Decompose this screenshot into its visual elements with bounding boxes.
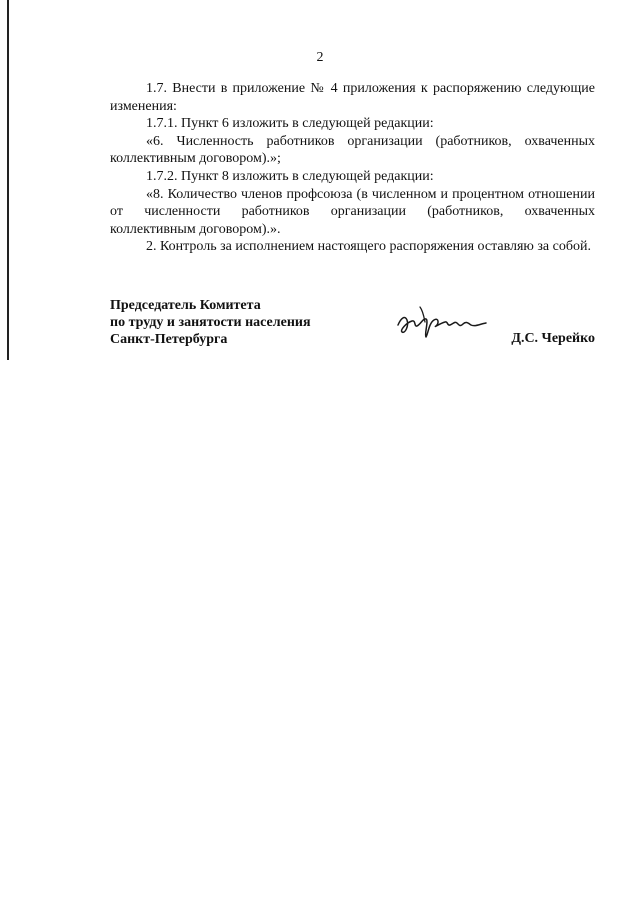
position-line-1: Председатель Комитета (110, 298, 261, 313)
document-body (110, 80, 595, 256)
signature-block (110, 297, 595, 357)
paragraph-2: 2. Контроль за исполнением настоящего распоряжения оставляю за собой. (146, 239, 591, 255)
signatory-name: Д.С. Черейко (511, 331, 595, 346)
page-number: 2 (316, 50, 324, 65)
position-line-3: Санкт-Петербурга (110, 332, 228, 347)
paragraph-item-6: «6. Численность работников организации (работников, охваченных коллективным договором).»; (110, 133, 595, 167)
paragraph-item-8: «8. Количество членов профсоюза (в численном и процентном отношении от численности работников организации (работников, охваченных коллективным договором).». (110, 186, 595, 237)
paragraph-1-7: 1.7. Внести в приложение № 4 приложения к распоряжению следующие изменения: (110, 81, 595, 114)
paragraph-1-7-2: 1.7.2. Пункт 8 изложить в следующей редакции: (146, 168, 434, 184)
position-line-2: по труду и занятости населения (110, 315, 311, 330)
handwritten-signature (392, 301, 502, 341)
signatory-position (110, 297, 311, 348)
paragraph-1-7-1: 1.7.1. Пункт 6 изложить в следующей редакции: (146, 116, 434, 132)
